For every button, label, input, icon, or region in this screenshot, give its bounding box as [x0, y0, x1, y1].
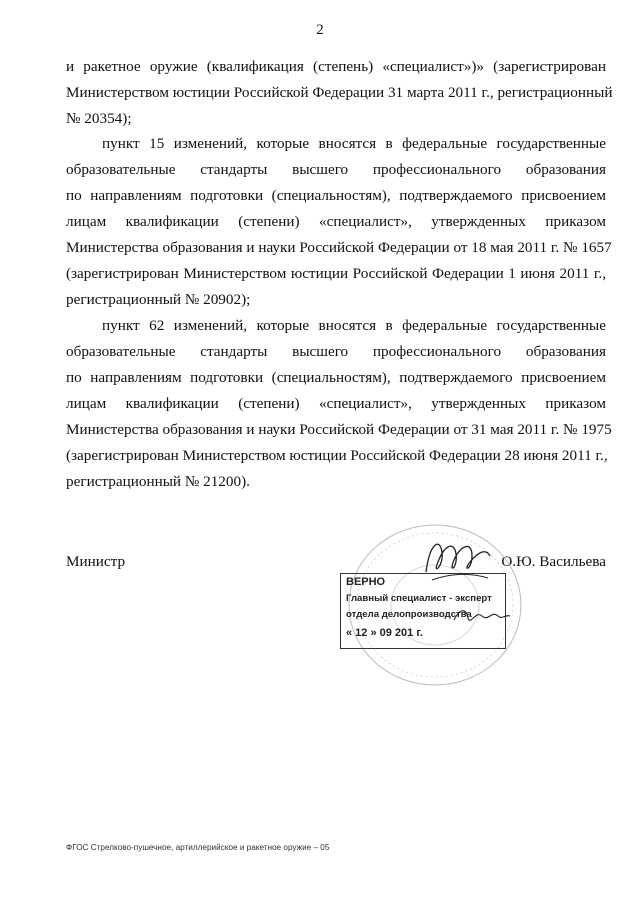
stamp-title: ВЕРНО [346, 576, 386, 588]
stamp-signature-icon [452, 604, 512, 628]
signatory-name: О.Ю. Васильева [501, 553, 606, 570]
text-line: образовательные стандарты высшего профессионального образования [66, 343, 606, 360]
signatory-title: Министр [66, 553, 126, 570]
text-line: по направлениям подготовки (специальностям), подтверждаемого присвоением [66, 369, 606, 386]
stamp-department: отдела делопроизводства [346, 609, 472, 620]
text-line: по направлениям подготовки (специальностям), подтверждаемого присвоением [66, 187, 606, 204]
text-line: (зарегистрирован Министерством юстиции Российской Федерации 28 июня 2011 г., [66, 447, 608, 464]
text-line: № 20354); [66, 110, 132, 127]
text-line: лицам квалификации (степени) «специалист», утвержденных приказом [66, 213, 606, 230]
text-line: образовательные стандарты высшего профессионального образования [66, 161, 606, 178]
text-line: Министерством юстиции Российской Федерации 31 марта 2011 г., регистрационный [66, 84, 613, 101]
text-line: регистрационный № 21200). [66, 473, 250, 490]
stamp-role: Главный специалист - эксперт [346, 593, 492, 604]
text-line: и ракетное оружие (квалификация (степень) «специалист»)» (зарегистрирован [66, 58, 606, 75]
footer-note: ФГОС Стрелково-пушечное, артиллерийское и ракетное оружие – 05 [66, 843, 330, 852]
page-number: 2 [316, 22, 324, 38]
text-line: лицам квалификации (степени) «специалист», утвержденных приказом [66, 395, 606, 412]
text-line: Министерства образования и науки Российской Федерации от 18 мая 2011 г. № 1657 [66, 239, 612, 256]
text-line: пункт 62 изменений, которые вносятся в федеральные государственные [102, 317, 606, 334]
text-line: регистрационный № 20902); [66, 291, 251, 308]
text-line: пункт 15 изменений, которые вносятся в федеральные государственные [102, 135, 606, 152]
text-line: Министерства образования и науки Российской Федерации от 31 мая 2011 г. № 1975 [66, 421, 612, 438]
text-line: (зарегистрирован Министерством юстиции Российской Федерации 1 июня 2011 г., [66, 265, 606, 282]
stamp-date: « 12 » 09 201 г. [346, 627, 423, 639]
